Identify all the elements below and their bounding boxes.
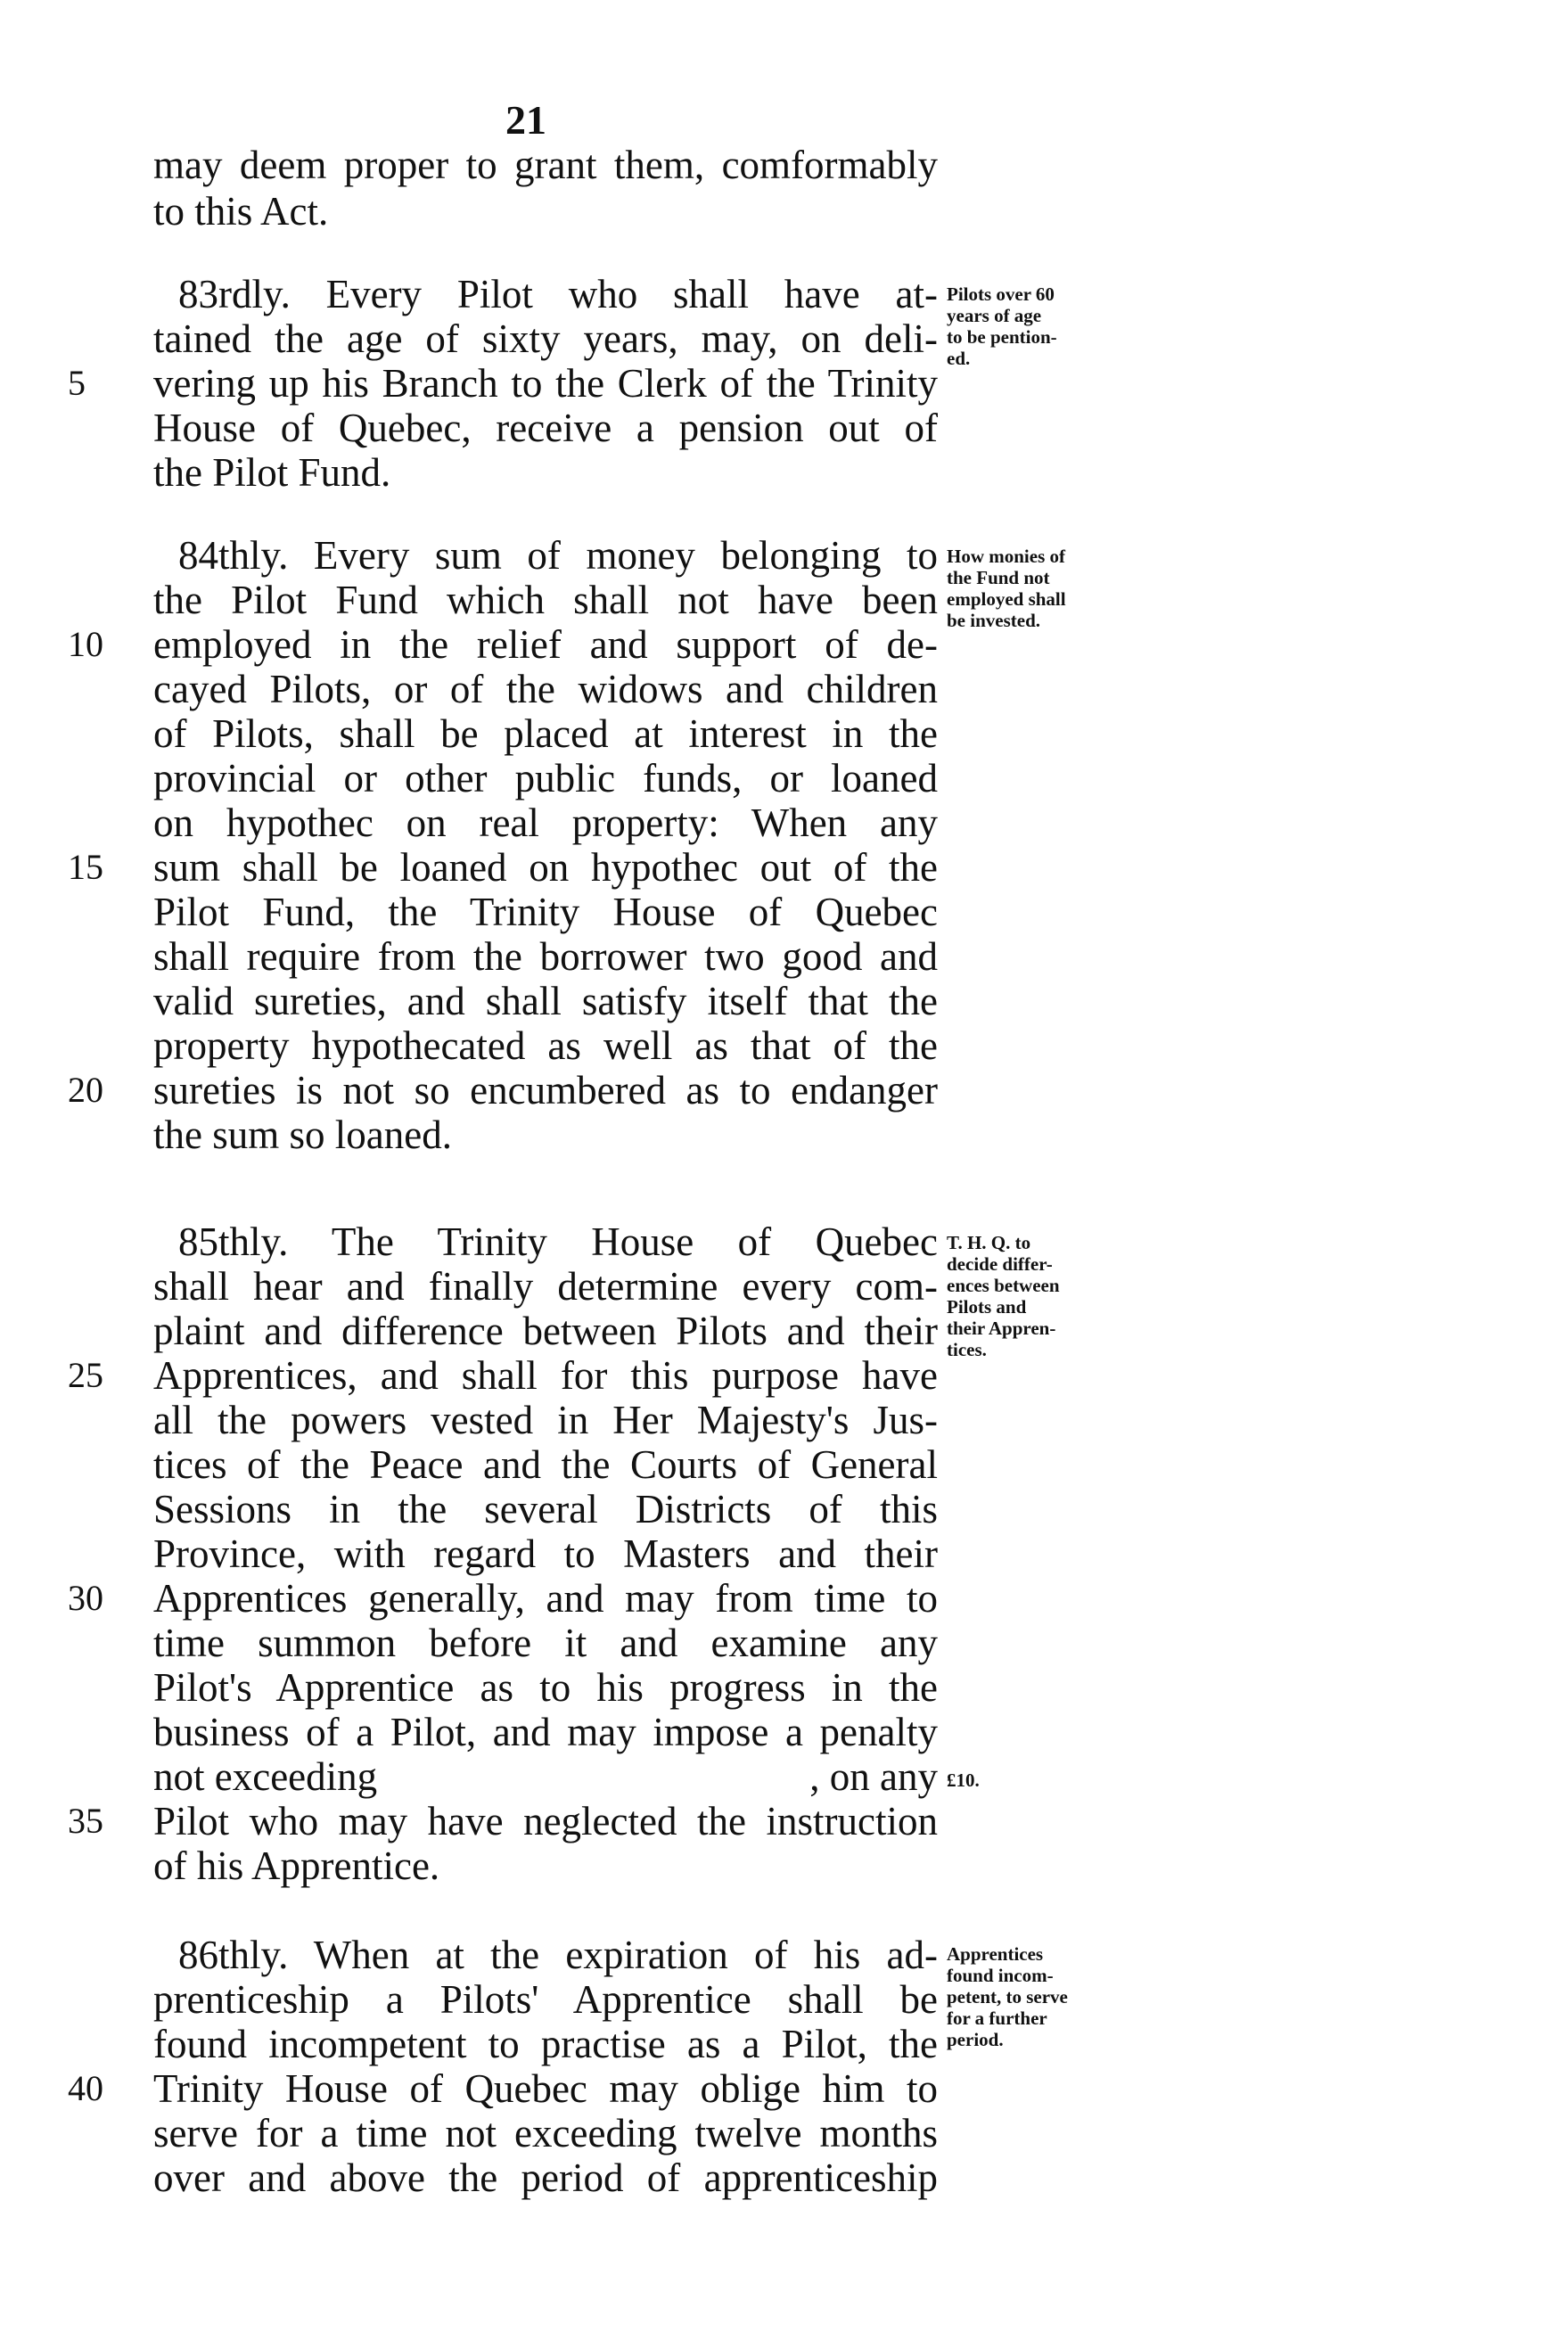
text-line: Pilot Fund, the Trinity House of Quebec <box>153 890 938 934</box>
text-line: all the powers vested in Her Majesty's Jus- <box>153 1398 938 1442</box>
text-line: Province, with regard to Masters and their <box>153 1531 938 1576</box>
text-line: of his Apprentice. <box>153 1843 440 1888</box>
text-line: prenticeship a Pilots' Apprentice shall be <box>153 1977 938 2022</box>
margin-note-fund-investment: How monies of the Fund not employed shall be invested. <box>947 546 1066 631</box>
text-line: sum shall be loaned on hypothec out of the <box>153 845 938 890</box>
line-number: 40 <box>68 2068 103 2108</box>
section-86-line: 86thly. When at the expiration of his ad- <box>178 1933 938 1977</box>
page-number: 21 <box>505 97 546 143</box>
text-line-on-any: , on any <box>809 1754 938 1799</box>
line-number: 30 <box>68 1578 103 1618</box>
text-line: Apprentices generally, and may from time to <box>153 1576 938 1621</box>
section-83-line: 83rdly. Every Pilot who shall have at- <box>178 272 938 316</box>
section-85-line: 85thly. The Trinity House of Quebec <box>178 1219 938 1264</box>
line-number: 15 <box>68 847 103 887</box>
text-line: provincial or other public funds, or loaned <box>153 756 938 801</box>
text-line: House of Quebec, receive a pension out of <box>153 406 938 450</box>
text-line: shall hear and finally determine every com- <box>153 1264 938 1309</box>
text-line: property hypothecated as well as that of the <box>153 1023 938 1068</box>
text-line: the Pilot Fund which shall not have been <box>153 578 938 622</box>
text-line: employed in the relief and support of de- <box>153 622 938 667</box>
margin-note-differences: T. H. Q. to decide differ- ences between Pilots and their Appren- tices. <box>947 1232 1060 1360</box>
line-number: 35 <box>68 1801 103 1841</box>
line-number: 5 <box>68 363 86 403</box>
text-line: Pilot who may have neglected the instruction <box>153 1799 938 1843</box>
margin-note-pilots-pension: Pilots over 60 years of age to be pention- ed. <box>947 283 1057 369</box>
text-line: tained the age of sixty years, may, on deli- <box>153 316 938 361</box>
text-line: may deem proper to grant them, comformably <box>153 143 938 187</box>
line-number: 25 <box>68 1355 103 1395</box>
text-line: to this Act. <box>153 189 329 234</box>
margin-note-penalty: £10. <box>947 1769 980 1791</box>
text-line: Pilot's Apprentice as to his progress in the <box>153 1665 938 1710</box>
text-line: sureties is not so encumbered as to endanger <box>153 1068 938 1113</box>
text-line: valid sureties, and shall satisfy itself that the <box>153 979 938 1023</box>
text-line: Sessions in the several Districts of this <box>153 1487 938 1531</box>
text-line: Apprentices, and shall for this purpose have <box>153 1353 938 1398</box>
text-line: cayed Pilots, or of the widows and children <box>153 667 938 711</box>
text-line: time summon before it and examine any <box>153 1621 938 1665</box>
text-line: Trinity House of Quebec may oblige him to <box>153 2066 938 2111</box>
text-line: serve for a time not exceeding twelve months <box>153 2111 938 2155</box>
text-line-blank-amount: not exceeding <box>153 1754 378 1799</box>
text-line: over and above the period of apprenticeship <box>153 2155 938 2200</box>
text-line: the Pilot Fund. <box>153 450 391 495</box>
text-line: found incompetent to practise as a Pilot, the <box>153 2022 938 2066</box>
section-84-line: 84thly. Every sum of money belonging to <box>178 533 938 578</box>
line-number: 20 <box>68 1070 103 1110</box>
text-line: plaint and difference between Pilots and their <box>153 1309 938 1353</box>
text-line: of Pilots, shall be placed at interest in the <box>153 711 938 756</box>
text-line: the sum so loaned. <box>153 1113 452 1157</box>
text-line: vering up his Branch to the Clerk of the Trinity <box>153 361 938 406</box>
text-line: shall require from the borrower two good and <box>153 934 938 979</box>
margin-note-apprentices: Apprentices found incom- petent, to serve for a further period. <box>947 1943 1068 2050</box>
text-line: on hypothec on real property: When any <box>153 801 938 845</box>
text-line: tices of the Peace and the Courts of General <box>153 1442 938 1487</box>
text-line: business of a Pilot, and may impose a penalty <box>153 1710 938 1754</box>
line-number: 10 <box>68 624 103 664</box>
